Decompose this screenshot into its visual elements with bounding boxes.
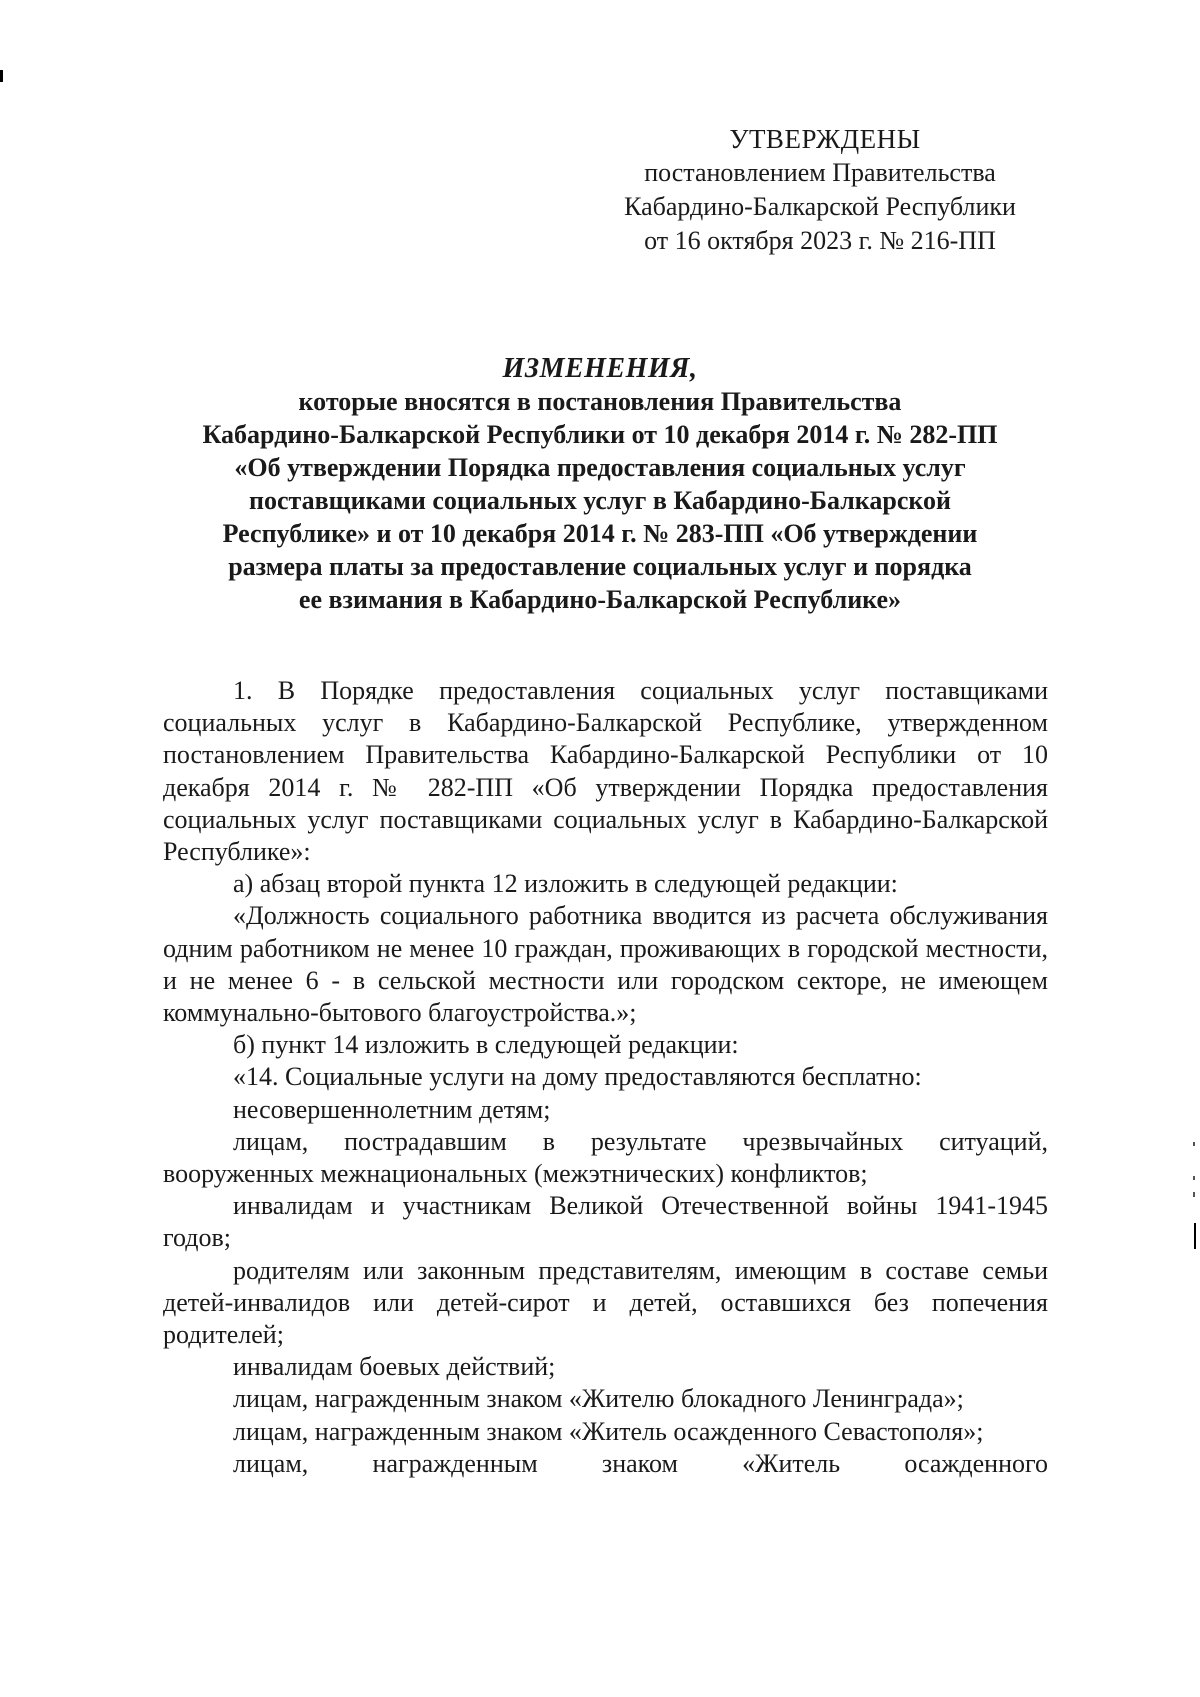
title-line: ее взимания в Кабардино-Балкарской Республике» (298, 585, 902, 614)
document-title (150, 352, 1050, 616)
list-item: лицам, награжденным знаком «Жителю блокадного Ленинграда»; (233, 1384, 964, 1414)
scan-artifact-mark (1194, 1223, 1196, 1249)
list-item: родителям или законным представителям, имеющим в составе семьи детей-инвалидов или детей-сирот и детей, оставшихся без попечения родителей; (163, 1255, 1048, 1350)
document-body (163, 675, 1048, 1480)
paragraph: б) пункт 14 изложить в следующей редакции: (233, 1030, 739, 1060)
scan-artifact-mark (0, 70, 3, 82)
paragraph: а) абзац второй пункта 12 изложить в следующей редакции: (233, 869, 898, 899)
title-line: размера платы за предоставление социальных услуг и порядка (228, 552, 972, 581)
approval-line: Кабардино-Балкарской Республики (624, 192, 1016, 221)
scan-artifact-dot (1193, 1176, 1195, 1180)
list-item: инвалидам и участникам Великой Отечественной войны 1941-1945 годов; (163, 1191, 1048, 1253)
title-line: поставщиками социальных услуг в Кабардино-Балкарской (249, 486, 951, 515)
approval-line: постановлением Правительства (644, 158, 996, 187)
list-item: инвалидам боевых действий; (233, 1352, 556, 1382)
title-main: ИЗМЕНЕНИЯ, (502, 353, 698, 384)
list-item: несовершеннолетним детям; (233, 1094, 551, 1124)
scan-artifact-dot (1193, 1192, 1195, 1197)
paragraph: 1. В Порядке предоставления социальных услуг поставщиками социальных услуг в Кабардино-Балкарской Республике, утвержденном постановлением Правительства Кабардино-Балкарской Республики от 10 декабря 2014 г. № 282-ПП «Об утверждении Порядка предоставления социальных услуг поставщиками социальных услуг в Кабардино-Балкарской Республике»: (163, 676, 1048, 867)
scan-artifact-dot (1193, 1142, 1195, 1146)
paragraph: «Должность социального работника вводится из расчета обслуживания одним работником не менее 10 граждан, проживающих в городской местности, и не менее 6 - в сельской местности или городском секторе, не имеющем коммунально-бытового благоустройства.»; (163, 901, 1048, 1028)
list-item: лицам, награжденным знаком «Житель осажденного (233, 1448, 1048, 1478)
approval-stamp-block (590, 122, 1050, 258)
approval-line: от 16 октября 2023 г. № 216-ПП (644, 226, 996, 255)
paragraph: «14. Социальные услуги на дому предоставляются бесплатно: (233, 1062, 922, 1092)
title-line: которые вносятся в постановления Правительства (298, 387, 902, 416)
list-item: лицам, пострадавшим в результате чрезвычайных ситуаций, вооруженных межнациональных (межэтнических) конфликтов; (163, 1126, 1048, 1189)
list-item: лицам, награжденным знаком «Житель осажденного Севастополя»; (233, 1416, 984, 1446)
approval-heading: УТВЕРЖДЕНЫ (729, 124, 921, 154)
title-line: «Об утверждении Порядка предоставления социальных услуг (234, 453, 966, 482)
title-line: Кабардино-Балкарской Республики от 10 декабря 2014 г. № 282-ПП (202, 420, 998, 449)
title-line: Республике» и от 10 декабря 2014 г. № 283-ПП «Об утверждении (222, 519, 978, 548)
